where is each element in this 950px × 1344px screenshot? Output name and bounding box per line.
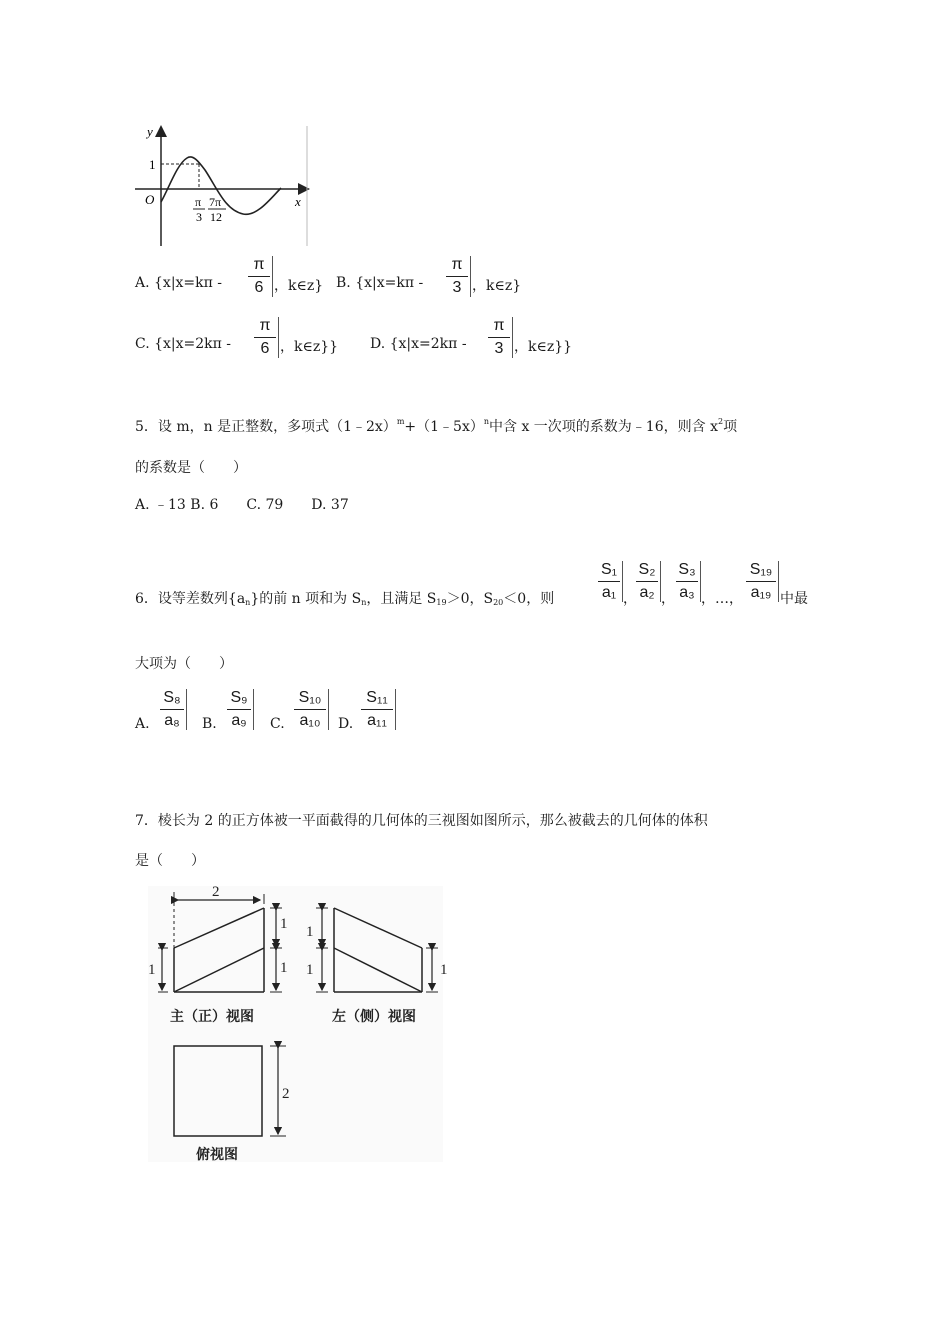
q4-option-d-text: D. {x|x=2kπ -: [370, 336, 467, 352]
q4-option-c-fraction: π 6: [254, 317, 279, 358]
q6-ellipsis: ，…，: [701, 591, 743, 607]
q6-option-d-fraction: S₁₁ a₁₁: [361, 689, 396, 730]
q5-question-line2: 的系数是（ ）: [135, 460, 247, 476]
q6-fraction-s3-a3: S₃ a₃: [676, 561, 701, 602]
q6-option-b-label: B.: [202, 716, 217, 732]
q6-option-c-fraction: S₁₀ a₁₀: [294, 689, 329, 730]
q4-option-c-text: C. {x|x=2kπ -: [135, 336, 232, 352]
q4-option-a-tail: ，k∈z}: [274, 278, 324, 294]
tick1-den: 3: [196, 210, 202, 224]
q5-options: A. ﹣13 B. 6 C. 79 D. 37: [135, 497, 349, 513]
tick2-num: 7π: [209, 195, 222, 209]
q6-option-d-label: D.: [338, 716, 354, 732]
dim-front-right-upper: 1: [280, 916, 288, 932]
q5-question-line1: 5．设 m，n 是正整数，多项式（1﹣2x）$^m$+（1﹣5x）$^n$中含 x 一次项的系数为﹣16，则含 $x^2$项: [135, 417, 738, 435]
q6-question-line2: 大项为（ ）: [135, 656, 233, 672]
q6-line1-end: 中最: [780, 591, 808, 607]
one-label: 1: [149, 157, 156, 172]
x-label: x: [295, 194, 301, 209]
tick2-den: 12: [210, 210, 222, 224]
top-view-label: 俯视图: [196, 1147, 238, 1163]
q6-fraction-s2-a2: S₂ a₂: [636, 561, 661, 602]
q6-fraction-s19-a19: S₁₉ a₁₉: [746, 561, 779, 602]
q4-option-b-fraction: π 3: [446, 256, 471, 297]
q6-fraction-s1-a1: S₁ a₁: [598, 561, 623, 602]
q4-option-a-text: A. {x|x=kπ -: [135, 275, 223, 291]
q7-question-line1: 7．棱长为 2 的正方体被一平面截得的几何体的三视图如图所示，那么被截去的几何体的体积: [135, 813, 708, 829]
side-view-label: 左（侧）视图: [332, 1009, 416, 1025]
q6-separator-2: ，: [661, 591, 675, 607]
q6-option-c-label: C.: [270, 716, 285, 732]
dim-side-right: 1: [440, 962, 448, 978]
q6-separator-1: ，: [623, 591, 637, 607]
y-label: y: [147, 124, 153, 139]
q6-question-line1: 6．设等差数列$\{a_n\}$的前 n 项和为 $S_n$，且满足 $S_{19}>0$，$S_{20}<0$，则: [135, 591, 555, 607]
dim-front-width: 2: [212, 884, 220, 900]
q4-option-d-fraction: π 3: [488, 317, 513, 358]
q4-option-b-tail: ，k∈z}: [472, 278, 522, 294]
dim-side-left-upper: 1: [306, 924, 314, 940]
sine-graph: [125, 122, 315, 250]
dim-side-left-lower: 1: [306, 962, 314, 978]
q4-option-d-tail: ，k∈z}}: [514, 339, 573, 355]
q4-option-c-tail: ，k∈z}}: [280, 339, 339, 355]
dim-front-right-lower: 1: [280, 960, 288, 976]
q4-option-b-text: B. {x|x=kπ -: [336, 275, 424, 291]
q6-option-a-label: A.: [135, 716, 150, 732]
q6-option-b-fraction: S₉ a₉: [227, 689, 254, 730]
dim-top-side: 2: [282, 1086, 290, 1102]
q4-option-a-fraction: π 6: [248, 256, 273, 297]
q7-question-line2: 是（ ）: [135, 853, 205, 869]
tick1-num: π: [195, 195, 202, 209]
q6-option-a-fraction: S₈ a₈: [160, 689, 187, 730]
dim-front-left-height: 1: [148, 962, 156, 978]
front-view-label: 主（正）视图: [170, 1009, 254, 1025]
origin-label: O: [145, 192, 155, 207]
